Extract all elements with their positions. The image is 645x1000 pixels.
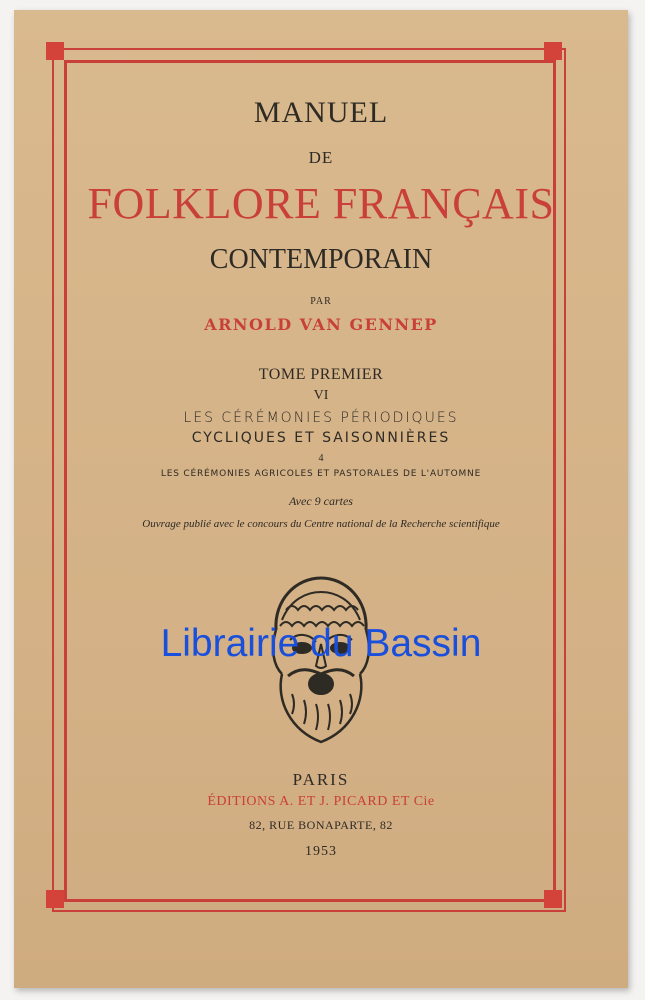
volume-number: VI xyxy=(313,388,329,403)
subtitle-line1: LES CÉRÉMONIES PÉRIODIQUES xyxy=(183,410,459,426)
watermark-text: Librairie du Bassin xyxy=(160,622,482,665)
part-title: LES CÉRÉMONIES AGRICOLES ET PASTORALES DE L'AUTOMNE xyxy=(160,469,482,479)
author-name: ARNOLD VAN GENNEP xyxy=(204,315,438,334)
tome-label: TOME PREMIER xyxy=(258,366,384,383)
corner-square-top-left xyxy=(46,42,64,60)
maps-note: Avec 9 cartes xyxy=(289,494,353,508)
support-note: Ouvrage publié avec le concours du Centre national de la Recherche scientifique xyxy=(142,518,500,530)
corner-square-bottom-right xyxy=(544,890,562,908)
publication-year: 1953 xyxy=(305,844,337,859)
title-manuel: MANUEL xyxy=(253,96,389,129)
title-de: DE xyxy=(308,148,334,167)
publisher-address: 82, RUE BONAPARTE, 82 xyxy=(249,818,393,832)
by-label: PAR xyxy=(310,296,332,307)
title-contemporain: CONTEMPORAIN xyxy=(209,244,433,275)
corner-square-top-right xyxy=(544,42,562,60)
publisher-city: PARIS xyxy=(292,770,350,789)
part-number: 4 xyxy=(318,453,324,464)
publisher-name: ÉDITIONS A. ET J. PICARD ET Cie xyxy=(207,794,435,809)
book-cover xyxy=(14,10,628,988)
title-folklore: FOLKLORE FRANÇAIS xyxy=(87,179,555,228)
corner-square-bottom-left xyxy=(46,890,64,908)
subtitle-line2: CYCLIQUES ET SAISONNIÈRES xyxy=(191,430,451,446)
